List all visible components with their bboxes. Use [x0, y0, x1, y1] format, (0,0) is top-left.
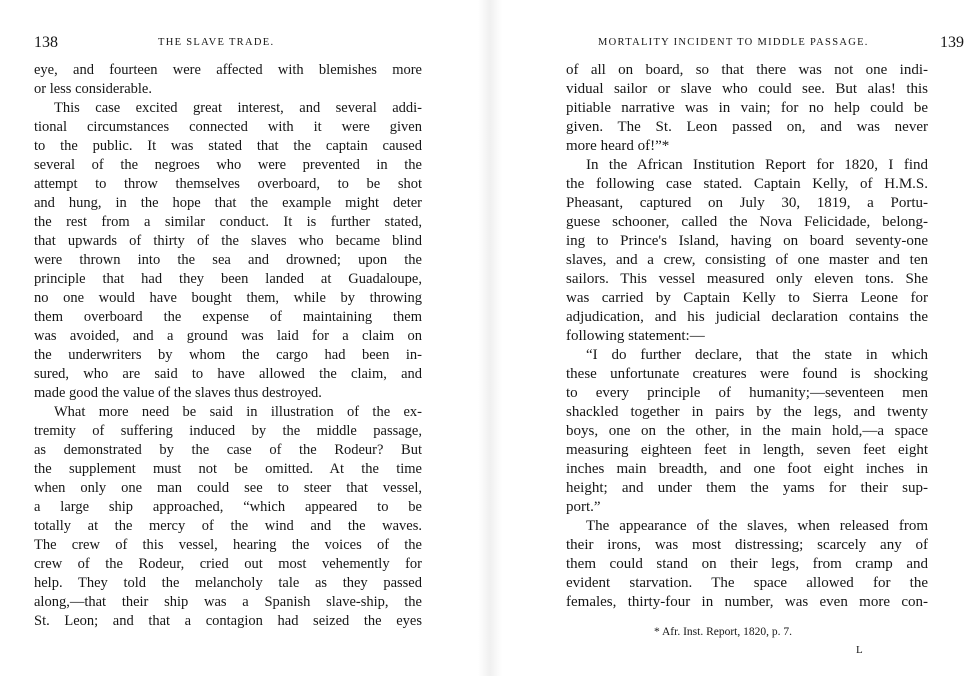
text-line: females, thirty-four in number, was even more con-: [566, 594, 928, 610]
text-line: that upwards of thirty of the slaves who became blind: [34, 233, 422, 249]
text-line: help. They told the melancholy tale as they passed: [34, 575, 422, 591]
text-line: along,—that their ship was a Spanish slave-ship, the: [34, 594, 422, 610]
text-line: tremity of suffering induced by the middle passage,: [34, 423, 422, 439]
text-line: port.”: [566, 499, 601, 515]
running-head: MORTALITY INCIDENT TO MIDDLE PASSAGE.: [598, 37, 869, 48]
text-line: This case excited great interest, and several addi-: [54, 100, 422, 116]
text-line: following statement:—: [566, 328, 705, 344]
text-line: crew of the Rodeur, cried out most vehemently for: [34, 556, 422, 572]
text-line: St. Leon; and that a contagion had seized the eyes: [34, 613, 422, 629]
text-line: guese schooner, called the Nova Felicidade, belong-: [566, 214, 928, 230]
right-page-body: [566, 61, 928, 612]
text-line: evident starvation. The space allowed for the: [566, 575, 928, 591]
text-line: them overboard the expense of maintaining them: [34, 309, 422, 325]
text-line: when only one man could see to steer that vessel,: [34, 480, 422, 496]
text-line: or less considerable.: [34, 81, 152, 97]
signature-mark: L: [856, 644, 863, 656]
text-line: made good the value of the slaves thus destroyed.: [34, 385, 322, 401]
text-line: eye, and fourteen were affected with blemishes more: [34, 62, 422, 78]
text-line: their irons, was most distressing; scarcely any of: [566, 537, 928, 553]
left-page-header: [34, 33, 426, 53]
text-line: more heard of!”*: [566, 138, 670, 154]
text-line: the underwriters by whom the cargo had been in-: [34, 347, 422, 363]
text-line: shackled together in pairs by the legs, and twenty: [566, 404, 928, 420]
text-line: attempt to throw themselves overboard, to be shot: [34, 176, 422, 192]
text-line: to the public. It was stated that the captain caused: [34, 138, 422, 154]
text-line: and hung, in the hope that the example might deter: [34, 195, 422, 211]
text-line: to every principle of humanity;—seventeen men: [566, 385, 928, 401]
text-line: a large ship approached, “which appeared to be: [34, 499, 422, 515]
text-line: boys, one on the other, in the main hold,—a space: [566, 423, 928, 439]
text-line: measuring eighteen feet in length, seven feet eight: [566, 442, 928, 458]
page-number: 138: [34, 34, 58, 51]
text-line: the following case stated. Captain Kelly, of H.M.S.: [566, 176, 928, 192]
text-line: were thrown into the sea and drowned; upon the: [34, 252, 422, 268]
text-line: the rest from a similar conduct. It is further stated,: [34, 214, 422, 230]
text-line: inches main breadth, and one foot eight inches in: [566, 461, 928, 477]
text-line: them could stand on their legs, from cramp and: [566, 556, 928, 572]
page-number: 139: [940, 34, 964, 51]
left-page-body: [34, 61, 422, 631]
text-line: no one would have bought them, while by throwing: [34, 290, 422, 306]
text-line: tional circumstances connected with it were given: [34, 119, 422, 135]
text-line: height; and under them the yams for their sup-: [566, 480, 928, 496]
text-line: was avoided, and a ground was laid for a claim on: [34, 328, 422, 344]
text-line: slaves, and a crew, consisting of one master and ten: [566, 252, 928, 268]
text-line: totally at the mercy of the wind and the waves.: [34, 518, 422, 534]
text-line: The crew of this vessel, hearing the voices of the: [34, 537, 422, 553]
footnote: * Afr. Inst. Report, 1820, p. 7.: [654, 626, 792, 638]
right-page-header: [566, 33, 964, 53]
text-line: “I do further declare, that the state in which: [586, 347, 928, 363]
running-head: THE SLAVE TRADE.: [158, 37, 275, 48]
text-line: sured, who are said to have allowed the claim, and: [34, 366, 422, 382]
text-line: sailors. This vessel measured only eleven tons. She: [566, 271, 928, 287]
text-line: given. The St. Leon passed on, and was never: [566, 119, 928, 135]
text-line: pitiable narrative was in vain; for no help could be: [566, 100, 928, 116]
text-line: vidual sailor or slave who could see. But alas! this: [566, 81, 928, 97]
right-page: [490, 0, 980, 676]
text-line: What more need be said in illustration of the ex-: [54, 404, 422, 420]
text-line: several of the negroes who were prevented in the: [34, 157, 422, 173]
text-line: adjudication, and his judicial declaration contains the: [566, 309, 928, 325]
text-line: as demonstrated by the case of the Rodeur? But: [34, 442, 422, 458]
text-line: ing to Prince's Island, having on board seventy-one: [566, 233, 928, 249]
text-line: principle that had they been landed at Guadaloupe,: [34, 271, 422, 287]
text-line: was carried by Captain Kelly to Sierra Leone for: [566, 290, 928, 306]
text-line: Pheasant, captured on July 30, 1819, a Portu-: [566, 195, 928, 211]
text-line: of all on board, so that there was not one indi-: [566, 62, 928, 78]
text-line: the supplement must not be omitted. At the time: [34, 461, 422, 477]
text-line: The appearance of the slaves, when released from: [586, 518, 928, 534]
text-line: In the African Institution Report for 1820, I find: [586, 157, 928, 173]
text-line: these unfortunate creatures were found is shocking: [566, 366, 928, 382]
